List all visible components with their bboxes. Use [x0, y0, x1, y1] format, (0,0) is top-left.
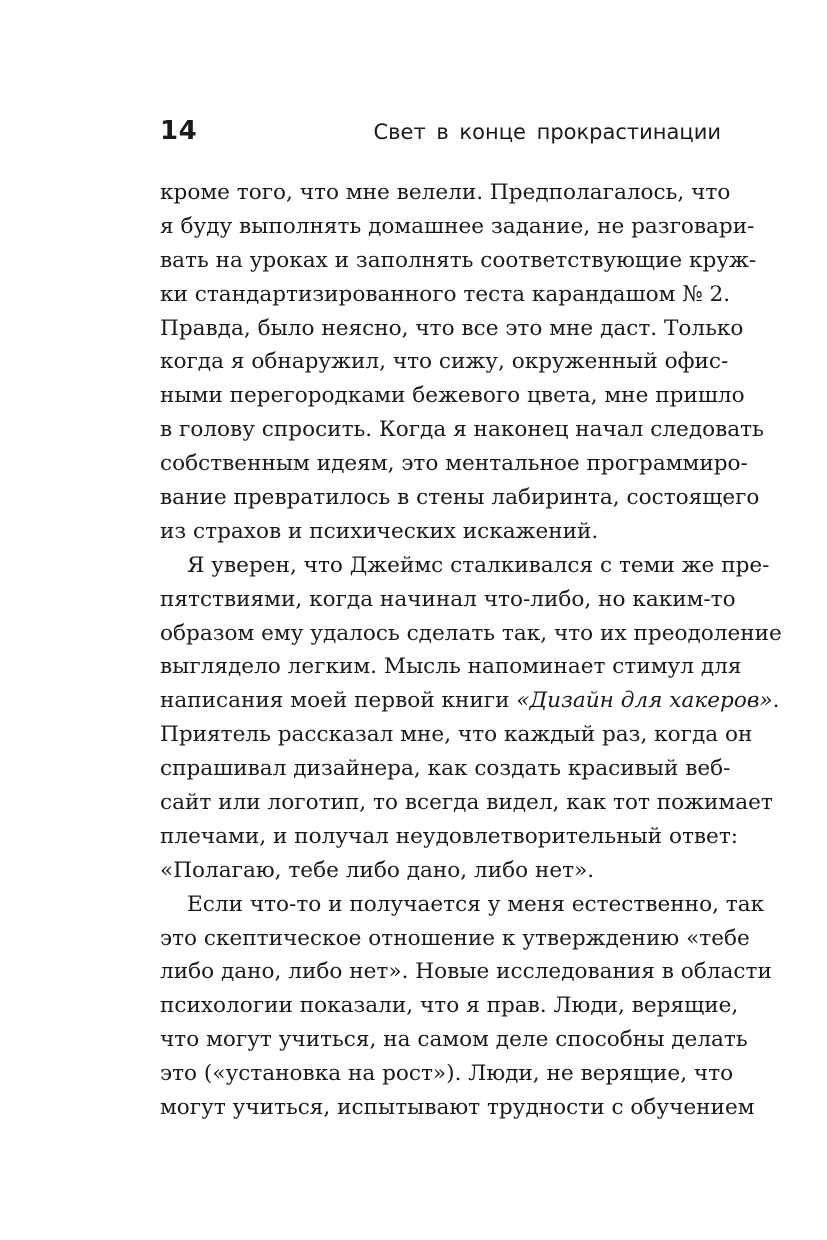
text-line: ными перегородками бежевого цвета, мне пришло: [160, 383, 745, 409]
text-line: пятствиями, когда начинал что-либо, но каким-то: [160, 586, 736, 612]
body-text: [160, 176, 782, 1125]
text-line: что могут учиться, на самом деле способны делать: [160, 1027, 748, 1053]
text-line: это скептическое отношение к утверждению «тебе: [160, 925, 750, 951]
text-line: могут учиться, испытывают трудности с обучением: [160, 1095, 755, 1121]
paragraph-3: [160, 888, 772, 1125]
text-line: вание превратилось в стены лабиринта, состоящего: [160, 485, 760, 511]
book-title: «Дизайн для хакеров»: [516, 688, 773, 714]
text-line: образом ему удалось сделать так, что их преодоление: [160, 620, 782, 646]
text-line: «Полагаю, тебе либо дано, либо нет».: [160, 857, 595, 883]
text-line: либо дано, либо нет». Новые исследования в области: [160, 959, 772, 985]
text-fragment: написания моей первой книги: [160, 688, 517, 714]
text-line: выглядело легким. Мысль напоминает стимул для: [160, 654, 742, 680]
text-line: я буду выполнять домашнее задание, не разговари-: [160, 213, 755, 239]
text-line: психологии показали, что я прав. Люди, верящие,: [160, 993, 739, 1019]
text-fragment: .: [772, 688, 780, 714]
running-title: Свет в конце прокрастинации: [373, 120, 721, 144]
paragraph-1: [160, 176, 764, 549]
text-line: собственным идеям, это ментальное программиро-: [160, 451, 748, 477]
page-number: 14: [160, 116, 198, 146]
text-line: кроме того, что мне велели. Предполагалось, что: [160, 180, 731, 205]
text-line-with-book-title: [160, 684, 780, 718]
text-line: вать на уроках и заполнять соответствующие круж-: [160, 247, 757, 273]
text-line: ки стандартизированного теста карандашом № 2.: [160, 281, 731, 307]
text-line: сайт или логотип, то всегда видел, как тот пожимает: [160, 790, 773, 816]
text-line: плечами, и получал неудовлетворительный ответ:: [160, 823, 739, 849]
text-line: когда я обнаружил, что сижу, окруженный офис-: [160, 349, 729, 375]
running-head: [160, 116, 721, 152]
text-line: Если что-то и получается у меня естественно, так: [187, 891, 765, 917]
text-line: Правда, было неясно, что все это мне даст. Только: [160, 315, 744, 341]
text-line: из страхов и психических искажений.: [160, 518, 599, 544]
text-line: это («установка на рост»). Люди, не верящие, что: [160, 1061, 734, 1087]
text-line: спрашивал дизайнера, как создать красивый веб-: [160, 756, 731, 782]
paragraph-2: [160, 549, 782, 888]
text-line: Я уверен, что Джеймс сталкивался с теми же пре-: [187, 552, 770, 578]
text-line: Приятель рассказал мне, что каждый раз, когда он: [160, 722, 753, 748]
text-line: в голову спросить. Когда я наконец начал следовать: [160, 417, 764, 443]
